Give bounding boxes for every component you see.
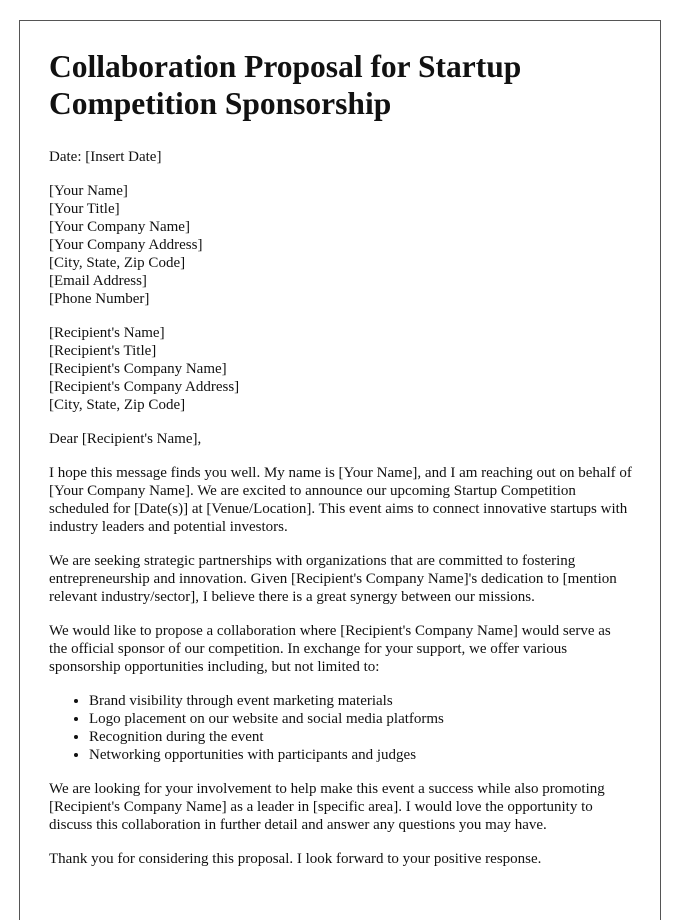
salutation: Dear [Recipient's Name], — [49, 431, 202, 447]
body-paragraph: We would like to propose a collaboration where [Recipient's Company Name] would serve as the official sponsor of our competition. In exchange for your support, we offer various sponsorship opportunities including, but not limited to: — [49, 623, 611, 675]
sender-title: [Your Title] — [49, 201, 120, 217]
list-item: • Recognition during the event — [89, 728, 632, 746]
list-item: • Brand visibility through event marketing materials — [89, 692, 632, 710]
list-item: • Logo placement on our website and social media platforms — [89, 710, 632, 728]
sender-email: [Email Address] — [49, 273, 147, 289]
recipient-title: [Recipient's Title] — [49, 343, 157, 359]
letter-title: Collaboration Proposal for Startup Competition Sponsorship — [49, 49, 522, 121]
date-line: Date: [Insert Date] — [49, 149, 162, 165]
sender-address-block — [49, 182, 632, 308]
sender-company-name: [Your Company Name] — [49, 219, 190, 235]
letter-page — [19, 20, 661, 920]
recipient-city-state-zip: [City, State, Zip Code] — [49, 397, 186, 413]
recipient-address-block — [49, 324, 632, 414]
sender-name: [Your Name] — [49, 183, 128, 199]
sender-phone: [Phone Number] — [49, 291, 150, 307]
body-paragraph: We are looking for your involvement to help make this event a success while also promoting [Recipient's Company Name] as a leader in [specific area]. I would love the opportunity to discuss this collaboration in further detail and answer any questions you may have. — [49, 781, 605, 833]
sender-company-address: [Your Company Address] — [49, 237, 203, 253]
sender-city-state-zip: [City, State, Zip Code] — [49, 255, 186, 271]
list-item: • Networking opportunities with participants and judges — [89, 746, 632, 764]
recipient-company-address: [Recipient's Company Address] — [49, 379, 240, 395]
body-paragraph: I hope this message finds you well. My name is [Your Name], and I am reaching out on behalf of [Your Company Name]. We are excited to announce our upcoming Startup Competition scheduled for [Date(s)] at [Venue/Location]. This event aims to connect innovative startups with industry leaders and potential investors. — [49, 465, 632, 535]
body-paragraph: We are seeking strategic partnerships with organizations that are committed to fostering entrepreneurship and innovation. Given [Recipient's Company Name]'s dedication to [mention relevant industry/sector], I believe there is a great synergy between our missions. — [49, 553, 617, 605]
recipient-name: [Recipient's Name] — [49, 325, 165, 341]
sponsorship-benefits-list — [49, 692, 632, 764]
closing-paragraph: Thank you for considering this proposal. I look forward to your positive response. — [49, 851, 542, 867]
recipient-company-name: [Recipient's Company Name] — [49, 361, 227, 377]
